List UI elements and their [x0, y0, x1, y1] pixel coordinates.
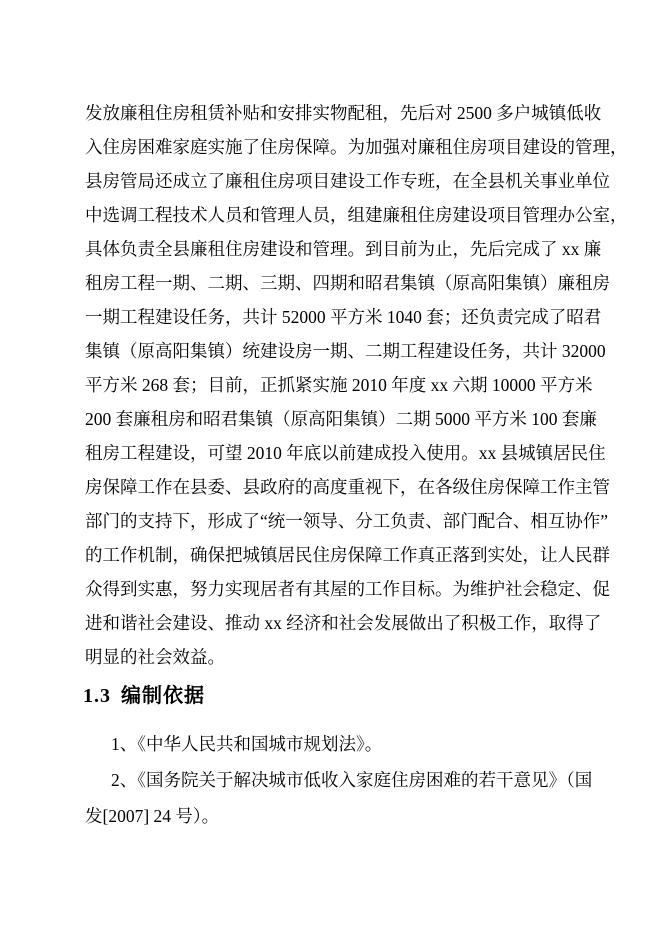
- text-line: 部门的支持下，形成了“统一领导、分工负责、部门配合、相互协作”: [85, 511, 609, 531]
- text-line: 房保障工作在县委、县政府的高度重视下，在各级住房保障工作主管: [85, 477, 610, 497]
- reference-line: 发[2007] 24 号）。: [85, 806, 220, 826]
- text-line: 进和谐社会建设、推动 xx 经济和社会发展做出了积极工作，取得了: [85, 613, 602, 633]
- text-line: 中选调工程技术人员和管理人员，组建廉租住房建设项目管理办公室，: [85, 205, 628, 225]
- reference-list: [85, 726, 592, 834]
- text-line: 租房工程一期、二期、三期、四期和昭君集镇（原高阳集镇）廉租房: [85, 273, 610, 293]
- text-line: 集镇（原高阳集镇）统建设房一期、二期工程建设任务，共计 32000: [85, 341, 606, 361]
- text-line: 入住房困难家庭实施了住房保障。为加强对廉租住房项目建设的管理，: [85, 137, 628, 157]
- text-line: 县房管局还成立了廉租住房项目建设工作专班，在全县机关事业单位: [85, 171, 610, 191]
- text-line: 具体负责全县廉租住房建设和管理。到目前为止，先后完成了 xx 廉: [85, 239, 602, 259]
- text-line: 的工作机制，确保把城镇居民住房保障工作真正落到实处，让人民群: [85, 545, 610, 565]
- reference-line: 1、《中华人民共和国城市规划法》。: [111, 734, 383, 754]
- section-heading: [83, 681, 205, 711]
- text-line: 平方米 268 套；目前，正抓紧实施 2010 年度 xx 六期 10000 平方米: [85, 375, 593, 395]
- text-line: 租房工程建设，可望 2010 年底以前建成投入使用。xx 县城镇居民住: [85, 443, 606, 463]
- reference-line: 2、《国务院关于解决城市低收入家庭住房困难的若干意见》（国: [111, 770, 593, 790]
- text-line: 众得到实惠，努力实现居者有其屋的工作目标。为维护社会稳定、促: [85, 579, 610, 599]
- text-line: 发放廉租住房租赁补贴和安排实物配租，先后对 2500 多户城镇低收: [85, 103, 602, 123]
- body-paragraph: [85, 96, 628, 674]
- section-title: 编制依据: [121, 685, 205, 707]
- text-line: 明显的社会效益。: [85, 647, 225, 667]
- text-line: 一期工程建设任务，共计 52000 平方米 1040 套；还负责完成了昭君: [85, 307, 602, 327]
- text-line: 200 套廉租房和昭君集镇（原高阳集镇）二期 5000 平方米 100 套廉: [85, 409, 597, 429]
- section-number: 1.3: [83, 685, 111, 707]
